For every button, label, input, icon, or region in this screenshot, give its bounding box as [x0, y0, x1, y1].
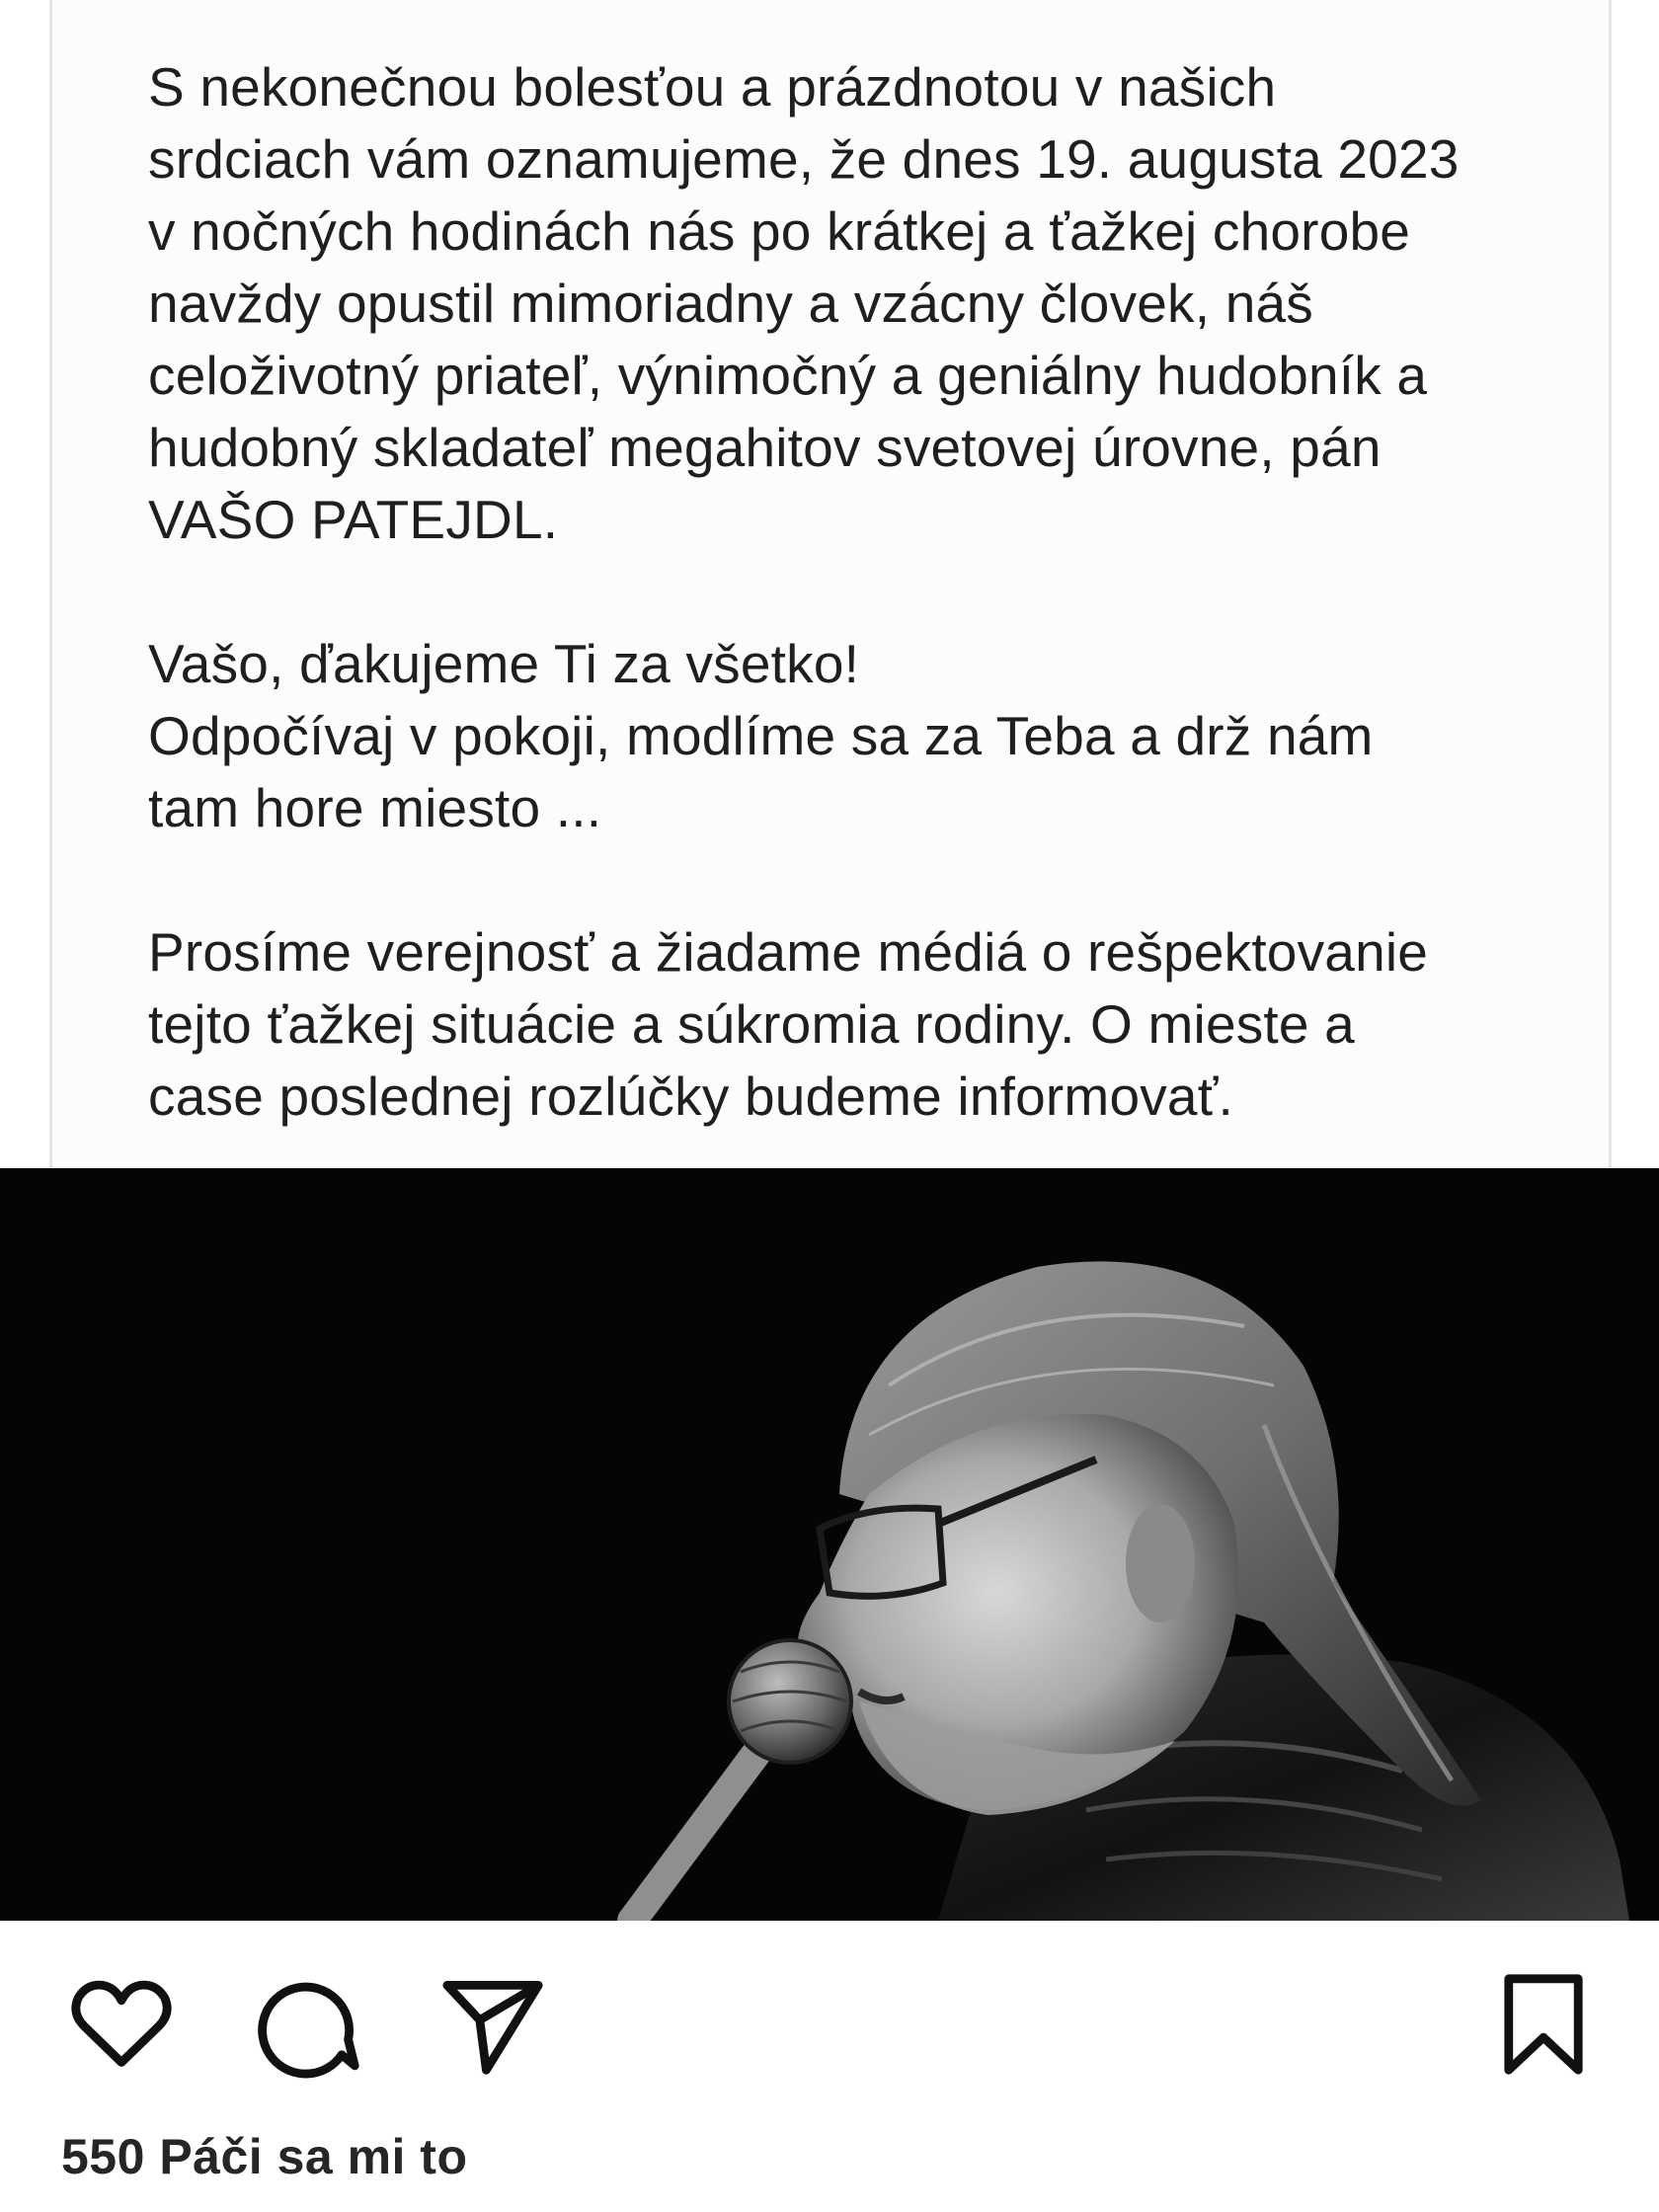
like-button[interactable]: [67, 1970, 176, 2079]
musician-singing-photo: [0, 1168, 1659, 1921]
comment-icon: [255, 1970, 363, 2079]
bookmark-icon: [1489, 1970, 1598, 2079]
post-caption: [148, 51, 1659, 1133]
paper-plane-icon: [438, 1970, 547, 2079]
post-actions-bar: [0, 1921, 1659, 2118]
save-button[interactable]: [1489, 1970, 1598, 2079]
heart-icon: [67, 1970, 176, 2079]
post-text-panel: [49, 0, 1612, 1168]
caption-paragraph-2: Vašo, ďakujeme Ti za všetko! Odpočívaj v pokoji, modlíme sa za Teba a drž nám tam hore miesto ...: [148, 633, 1374, 838]
caption-paragraph-1: S nekonečnou bolesťou a prázdnotou v našich srdciach vám oznamujeme, že dnes 19. augusta 2023 v nočných hodinách nás po krátkej a ťažkej chorobe navždy opustil mimoriadny a vzácny človek, náš celoživotný priateľ, výnimočný a geniálny hudobník a hudobný skladateľ megahitov svetovej úrovne, pán VAŠO PATEJDL.: [148, 56, 1460, 550]
share-button[interactable]: [438, 1970, 547, 2079]
likes-count[interactable]: 550 Páči sa mi to: [61, 2129, 468, 2184]
comment-button[interactable]: [255, 1970, 363, 2079]
caption-paragraph-3: Prosíme verejnosť a žiadame médiá o rešpektovanie tejto ťažkej situácie a súkromia rodiny. O mieste a case poslednej rozlúčky budeme informovať.: [148, 921, 1429, 1127]
post-photo[interactable]: [0, 1168, 1659, 1921]
